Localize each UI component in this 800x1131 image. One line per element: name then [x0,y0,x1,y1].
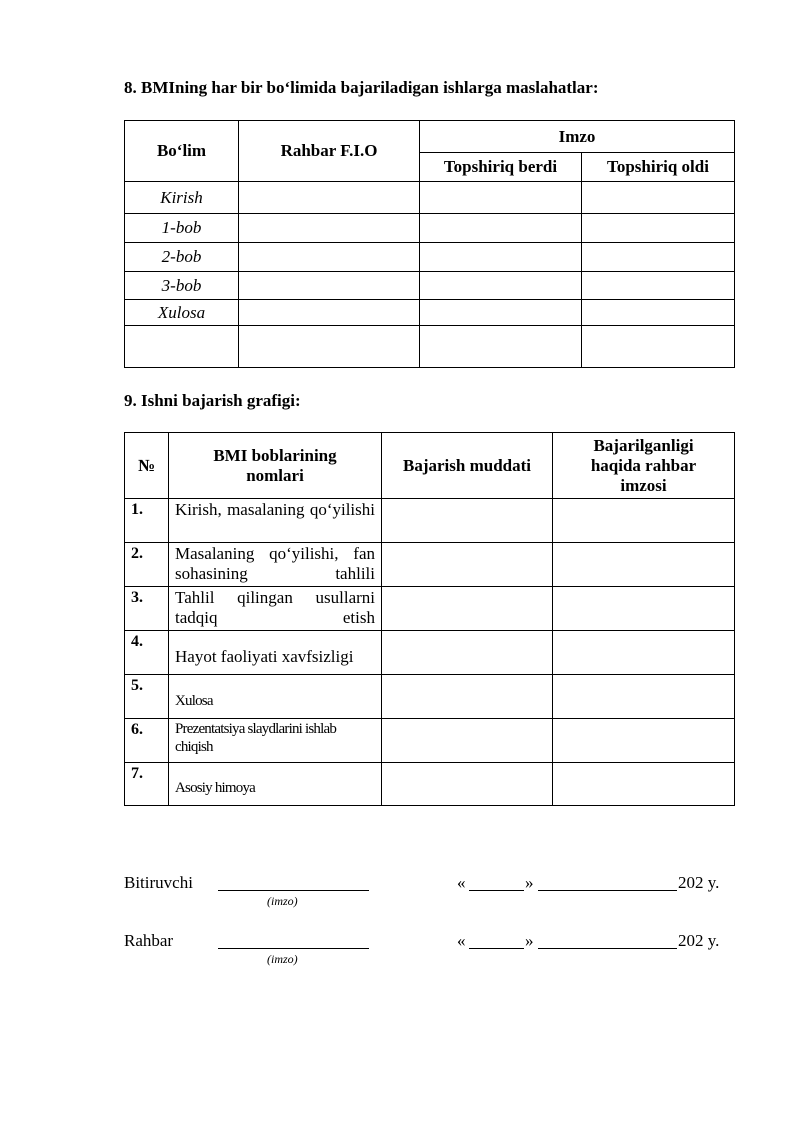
table-row [125,214,735,243]
section-cell: Xulosa [125,300,239,326]
supervisor-day-line [469,948,524,949]
supervisor-month-line [538,948,677,949]
row-number: 2. [125,543,169,587]
chapter-name: Prezentatsiya slaydlarini ishlab chiqish [169,719,382,763]
table-row [125,499,735,543]
chapter-name: Tahlil qilingan usullarni tadqiq etish [169,587,382,631]
table-row [125,243,735,272]
row-number: 4. [125,631,169,675]
graduate-month-line [538,890,677,891]
graduate-day-line [469,890,524,891]
supervisor-quote-close: » [525,931,534,950]
header-chapter-names: BMI boblarining nomlari [169,433,382,499]
chapter-name: Kirish, masalaning qo‘yilishi [169,499,382,543]
chapter-name: Xulosa [169,675,382,719]
header-imzo: Imzo [420,121,735,153]
graduate-year: 202 y. [678,873,720,892]
table-row [125,326,735,368]
table-row [125,182,735,214]
supervisor-quote-open: « [457,931,466,950]
table-row [125,631,735,675]
advice-table [124,120,735,368]
supervisor-label: Rahbar [124,931,174,950]
table-row [125,300,735,326]
supervisor-year: 202 y. [678,931,720,950]
chapter-name: Asosiy himoya [169,763,382,806]
table-row [125,587,735,631]
header-supervisor-signature: Bajarilganligi haqida rahbar imzosi [553,433,735,499]
row-number: 5. [125,675,169,719]
chapter-name: Masalaning qo‘yilishi, fan sohasining tahlili [169,543,382,587]
chapter-name: Hayot faoliyati xavfsizligi [169,631,382,675]
header-topshiriq-berdi: Topshiriq berdi [420,153,582,182]
row-number: 3. [125,587,169,631]
schedule-table [124,432,735,806]
section-cell: 3-bob [125,272,239,300]
section8-title: 8. BMIning har bir bo‘limida bajariladigan ishlarga maslahatlar: [124,78,599,97]
table-row [125,272,735,300]
graduate-quote-open: « [457,873,466,892]
section-cell: Kirish [125,182,239,214]
header-number: № [125,433,169,499]
section9-title: 9. Ishni bajarish grafigi: [124,391,301,410]
table-row [125,719,735,763]
graduate-quote-close: » [525,873,534,892]
row-number: 6. [125,719,169,763]
row-number: 7. [125,763,169,806]
supervisor-signature-line [218,948,369,949]
graduate-label: Bitiruvchi [124,873,193,892]
row-number: 1. [125,499,169,543]
header-deadline: Bajarish muddati [382,433,553,499]
header-topshiriq-oldi: Topshiriq oldi [582,153,735,182]
section-cell: 1-bob [125,214,239,243]
graduate-signature-line [218,890,369,891]
header-bolim: Bo‘lim [125,121,239,182]
table-row [125,543,735,587]
table-row [125,763,735,806]
section-cell [125,326,239,368]
table-row [125,675,735,719]
graduate-imzo-note: (imzo) [267,894,298,908]
header-rahbar: Rahbar F.I.O [239,121,420,182]
supervisor-imzo-note: (imzo) [267,952,298,966]
section-cell: 2-bob [125,243,239,272]
